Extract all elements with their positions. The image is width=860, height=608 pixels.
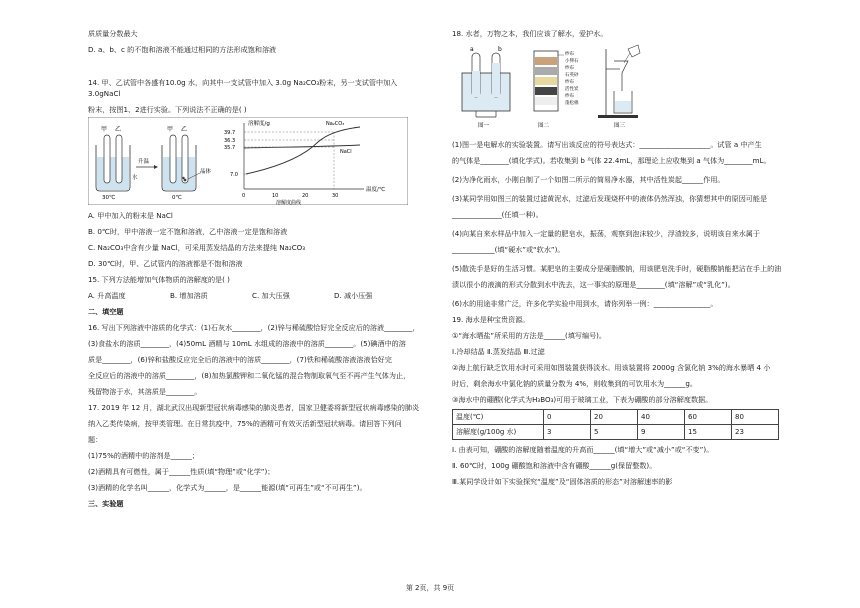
svg-text:小卵石: 小卵石 — [565, 59, 579, 64]
svg-text:乙: 乙 — [115, 126, 122, 133]
svg-text:蓬松棉: 蓬松棉 — [565, 101, 579, 106]
figure-electrolysis — [462, 46, 510, 129]
svg-text:水: 水 — [132, 175, 138, 181]
svg-text:温度/℃: 温度/℃ — [366, 187, 386, 193]
figure-water-filter — [534, 50, 579, 129]
svg-text:7.0: 7.0 — [230, 172, 238, 178]
svg-text:晶体: 晶体 — [200, 169, 212, 175]
q13-option-d: D. a、b、c 的不饱和溶液不能通过相同的方法形成饱和溶液 — [88, 45, 277, 54]
q17-line1: 17. 2019 年 12 月，湖北武汉出现新型冠状病毒感染的肺炎患者，国家卫健委将新型冠状病毒感染的肺炎 — [88, 403, 420, 412]
svg-text:溶解度曲线: 溶解度曲线 — [276, 200, 302, 205]
svg-text:20: 20 — [302, 193, 309, 199]
q18-part5-line2: 渍以很小的液滴的形式分散到水中洗去，这一事实的原理是________(填“溶解”或“乳化”)。 — [452, 280, 735, 289]
q16-line1: 16. 写出下列溶液中溶质的化学式：(1)石灰水________，(2)锌与稀硫酸恰好完全反应后的溶液________， — [88, 323, 420, 332]
q15-option-d: D. 减小压强 — [334, 291, 373, 300]
q16-line2: (3)食盐水的溶质________，(4)50mL 酒精与 10mL 水组成的溶液中的溶质________。(5)碘酒中的溶 — [88, 339, 406, 348]
q18-part1-line1: (1)图一是电解水的实验装置。请写出该反应的符号表达式：____________________。试管 a 中产生 — [452, 140, 762, 149]
svg-text:石英砂: 石英砂 — [565, 73, 579, 78]
table-row — [453, 425, 779, 440]
table-cell: 23 — [732, 425, 779, 440]
q16-line3: 质是________，(6)锌和盐酸反应完全后的溶液中的溶质________，(7)铁和稀硫酸溶液溶液恰好完 — [88, 355, 392, 364]
figure-filtration — [598, 45, 640, 129]
q15-stem: 15. 下列方法能增加气体物质的溶解度的是( ) — [88, 275, 230, 284]
q19-part2-line1: ②海上航行缺乏饮用水时可采用如图装置获得淡水。用该装置将 2000g 含氯化钠 3%的海水暴晒 4 小 — [452, 363, 771, 372]
svg-text:甲: 甲 — [167, 126, 174, 133]
page-footer: 第 2页，共 9页 — [405, 584, 455, 592]
svg-text:30: 30 — [332, 193, 339, 199]
svg-text:a: a — [470, 46, 474, 53]
svg-text:30℃: 30℃ — [102, 195, 116, 201]
q17-sub1: (1)75%的酒精中的溶剂是______； — [88, 451, 199, 460]
svg-text:乙: 乙 — [181, 126, 188, 133]
q18-part4-line1: (4)向某自来水样品中加入一定量的肥皂水，振荡，观察到泡沫较少，浮渣较多，说明该自来水属于 — [452, 229, 760, 238]
q18-part2: (2)为净化雨水，小刚自制了一个如图二所示的简易净水器，其中活性炭起______作用。 — [452, 175, 725, 184]
svg-text:升温: 升温 — [138, 159, 150, 165]
svg-text:0: 0 — [242, 193, 246, 199]
table-cell: 5 — [591, 425, 638, 440]
right-column — [452, 28, 782, 487]
svg-text:纱布: 纱布 — [565, 80, 574, 85]
svg-text:39.7: 39.7 — [224, 130, 236, 136]
section-experiment: 三、实验题 — [88, 499, 124, 508]
q19-part3: ③海水中的硼酸(化学式为H₃BO₃)可用于玻璃工业，下表为硼酸的部分溶解度数据。 — [452, 395, 713, 404]
table-cell: 80 — [732, 410, 779, 425]
table-cell: 3 — [544, 425, 591, 440]
q16-line4: 全反应后的溶液中的溶质________，(8)加热氯酸钾和二氧化锰的混合物制取氧气至不再产生气体为止， — [88, 371, 411, 380]
table-cell: 0 — [544, 410, 591, 425]
q15-option-a: A. 升高温度 — [88, 291, 126, 300]
q17-line3: 题： — [88, 435, 103, 444]
left-column — [88, 28, 428, 509]
svg-text:0℃: 0℃ — [172, 195, 182, 201]
table-header-temp: 温度(℃) — [453, 410, 544, 425]
svg-text:NaCl: NaCl — [340, 149, 352, 155]
q14-stem-line1: 14. 甲、乙试管中各盛有10.0g 水，向其中一支试管中加入 3.0g Na₂CO₃粉末，另一支试管中加入 3.0gNaCl — [88, 78, 398, 98]
q17-line2: 纳入乙类传染病，按甲类管理。在日常抗疫中，75%的酒精可有效灭活新型冠状病毒。请回答下列问 — [88, 419, 402, 428]
q14-option-d: D. 30℃时，甲、乙试管内的溶液都是不饱和溶液 — [88, 259, 243, 268]
q14-option-c: C. Na₂CO₃中含有少量 NaCl，可采用蒸发结晶的方法来提纯 Na₂CO₃ — [88, 243, 306, 252]
q19-stem: 19. 海水是种宝贵资源。 — [452, 315, 530, 324]
q18-figures — [458, 43, 658, 131]
svg-text:纱布: 纱布 — [565, 52, 574, 57]
q17-sub3: (3)酒精的化学名叫______，化学式为______，是______能源(填“可再生”或“不可再生”)。 — [88, 483, 367, 492]
svg-text:图二: 图二 — [538, 123, 550, 129]
q18-part4-line2: ____________(填“硬水”或“软水”)。 — [452, 245, 565, 254]
q18-part6: (6)水的用途非常广泛，许多化学实验中用到水，请你列举一例：________________。 — [452, 299, 718, 308]
svg-text:10: 10 — [272, 193, 279, 199]
q19-part1-options: Ⅰ.冷却结晶 Ⅱ.蒸发结晶 Ⅲ.过滤 — [452, 347, 545, 356]
table-cell: 60 — [685, 410, 732, 425]
table-cell: 20 — [591, 410, 638, 425]
q19-part1: ①“海水晒盐”所采用的方法是______(填写编号)。 — [452, 331, 607, 340]
q15-option-b: B. 增加溶质 — [170, 291, 208, 300]
q19-part2-line2: 时后，剩余海水中氯化钠的质量分数为 4%，则收集到的可饮用水为______g。 — [452, 379, 698, 388]
q14-option-b: B. 0℃时，甲中溶液一定不饱和溶液，乙中溶液一定是饱和溶液 — [88, 227, 288, 236]
q18-part3-line1: (3)某同学用如图三的装置过滤黄泥水，过滤后发现烧杯中的液体仍然浑浊，你猜想其中的原因可能是 — [452, 194, 768, 203]
q19-sub-ii: Ⅱ. 60℃时，100g 硼酸饱和溶液中含有硼酸______g(保留整数)。 — [452, 461, 657, 470]
table-cell: 9 — [638, 425, 685, 440]
boric-acid-solubility-table — [452, 409, 779, 440]
table-cell: 15 — [685, 425, 732, 440]
q14-option-a: A. 甲中加入的粉末是 NaCl — [88, 211, 173, 220]
svg-text:甲: 甲 — [101, 126, 108, 133]
q17-sub2: (2)酒精具有可燃性，属于______性质(填“物理”或“化学”)； — [88, 467, 275, 476]
q18-part5-line1: (5)散洗手是好的生活习惯。某肥皂的主要成分是硬脂酸钠，用该肥皂洗手时，硬脂酸钠能把沾在手上的油 — [452, 264, 782, 273]
q14-figure — [88, 117, 408, 205]
svg-text:图一: 图一 — [478, 123, 490, 129]
q18-part3-line2: ______________(任填一种)。 — [452, 210, 543, 219]
q15-options — [88, 290, 428, 301]
svg-text:图三: 图三 — [614, 123, 626, 129]
svg-text:b: b — [498, 46, 502, 53]
q13-tail: 质质量分数最大 — [88, 29, 138, 38]
q15-option-c: C. 加大压强 — [252, 291, 290, 300]
q14-stem-line2: 粉末，按图1、2进行实验。下列说法不正确的是( ) — [88, 105, 247, 114]
table-header-solubility: 溶解度(g/100g 水) — [453, 425, 544, 440]
svg-text:活性炭: 活性炭 — [565, 87, 579, 92]
svg-text:36.3: 36.3 — [224, 138, 236, 144]
q16-line5: 残留物溶于水，其溶质是________。 — [88, 387, 202, 396]
svg-text:纱布: 纱布 — [565, 66, 574, 71]
q19-sub-iii: Ⅲ.某同学设计如下实验探究“温度”及“固体溶质的形态”对溶解速率的影 — [452, 477, 673, 486]
svg-text:纱布: 纱布 — [565, 94, 574, 99]
table-cell: 40 — [638, 410, 685, 425]
svg-text:35.7: 35.7 — [224, 145, 236, 151]
q19-sub-i: Ⅰ. 由表可知，硼酸的溶解度随着温度的升高而______(填“增大”或“减小”或“不变”)。 — [452, 445, 714, 454]
svg-text:溶解度/g: 溶解度/g — [248, 121, 270, 127]
q18-part1-line2: 的气体是________(填化学式)。若收集到 b 气体 22.4mL，那理论上应收集到 a 气体为________mL。 — [452, 156, 771, 165]
table-row — [453, 410, 779, 425]
svg-text:Na₂CO₃: Na₂CO₃ — [326, 121, 345, 127]
section-fill-in: 二、填空题 — [88, 307, 124, 316]
q18-stem: 18. 水者，万物之本，我们应该了解水，爱护水。 — [452, 29, 608, 38]
